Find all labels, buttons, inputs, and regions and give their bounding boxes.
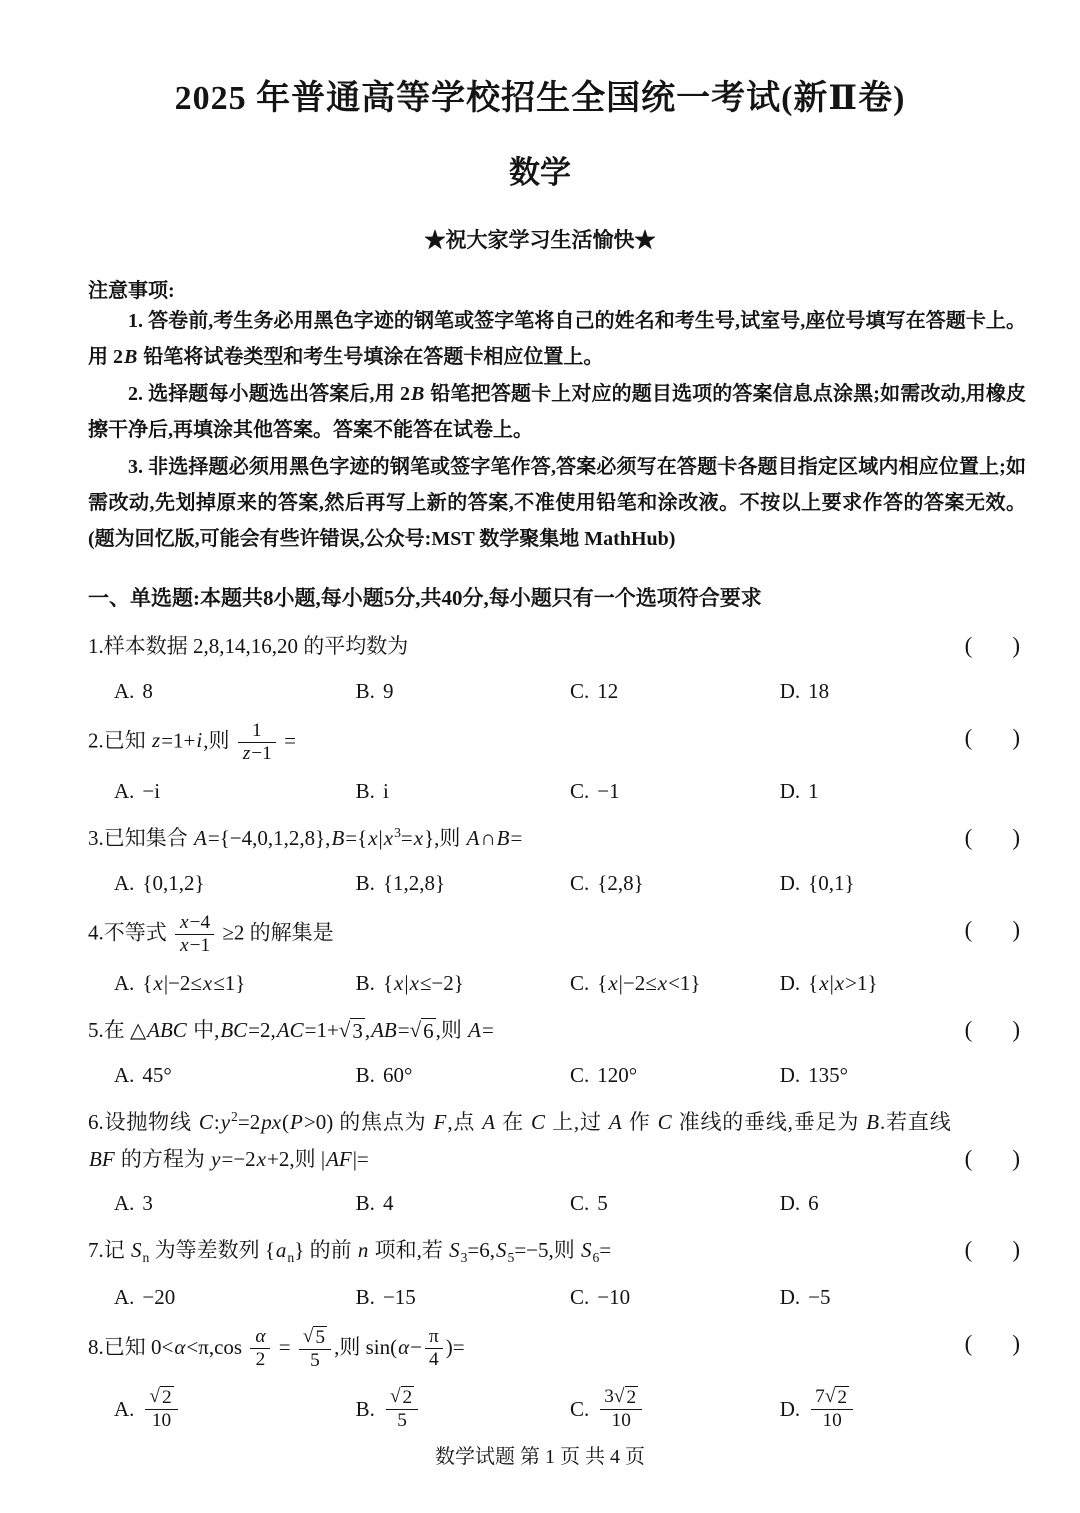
option-text: {0,1,2}	[142, 870, 205, 895]
option-letter: D.	[779, 1062, 801, 1087]
option-letter: D.	[779, 1396, 801, 1421]
option-letter: C.	[569, 1062, 590, 1087]
option-letter: D.	[779, 971, 801, 996]
question-options	[88, 963, 1026, 996]
bracket-right: )	[1012, 1237, 1020, 1263]
option-text: 9	[382, 678, 394, 703]
option	[570, 1285, 780, 1310]
question-stem: 3.已知集合 $A=\{-4,0,1,2,8\},B=\{x|x^3=x\}$,则 A∩B=	[88, 824, 523, 850]
option-letter: A.	[114, 1284, 135, 1309]
question-item	[88, 820, 1026, 896]
option-text: 135°	[808, 1062, 849, 1087]
option-text: √ 2 10	[142, 1386, 180, 1432]
option-text: i	[382, 778, 389, 803]
bracket-left: (	[964, 1145, 973, 1171]
option-text: 5	[597, 1191, 608, 1216]
bracket-left: (	[964, 724, 973, 750]
option-text: 6	[808, 1191, 819, 1216]
option-text: 3 √ 2 10	[597, 1386, 645, 1432]
option	[356, 779, 570, 804]
option	[780, 1191, 1026, 1216]
question-stem: 5.在 △ABC 中,BC=2,AC=1+ √ 3 ,AB= √ 6 ,则 A=	[88, 1018, 494, 1044]
question-options	[88, 671, 1026, 704]
option	[356, 1386, 570, 1432]
option-text: {x|−2≤x≤1}	[142, 971, 246, 996]
option	[114, 1386, 356, 1432]
answer-bracket	[965, 720, 1026, 757]
bracket-right: )	[1012, 824, 1020, 850]
question-stem-row	[88, 912, 1026, 957]
option-letter: A.	[114, 1396, 135, 1421]
option-text: {x|−2≤x<1}	[597, 971, 701, 996]
bracket-left: (	[964, 1017, 973, 1043]
bracket-right: )	[1012, 632, 1020, 658]
question-options	[88, 1378, 1026, 1432]
option	[780, 679, 1026, 704]
answer-bracket	[965, 628, 1026, 665]
option	[114, 779, 356, 804]
option-letter: B.	[355, 778, 375, 803]
bracket-right: )	[1012, 1145, 1020, 1171]
exam-content	[88, 274, 1026, 1432]
option	[780, 1386, 1026, 1432]
option-text: 120°	[597, 1062, 638, 1087]
answer-bracket	[965, 1141, 1026, 1178]
option-letter: B.	[355, 971, 375, 996]
option-letter: C.	[569, 778, 590, 803]
option	[356, 679, 570, 704]
exam-subject: 数学	[509, 155, 571, 190]
option-letter: D.	[779, 870, 801, 895]
bracket-left: (	[964, 916, 973, 942]
question-item	[88, 1104, 1026, 1217]
option-text: 60°	[382, 1062, 413, 1087]
option	[114, 971, 356, 996]
notice-item: 3. 非选择题必须用黑色字迹的钢笔或签字笔作答,答案必须写在答题卡各题目指定区域内相应位置上;如需改动,先划掉原来的答案,然后再写上新的答案,不准使用铅笔和涂改液。不按以上要求作答的答案无效。(题为回忆版,可能会有些许错误,公众号:MST 数学聚集地 MathHub)	[88, 455, 1026, 551]
option-letter: A.	[114, 778, 135, 803]
option	[570, 971, 780, 996]
question-stem: 2.已知 z=1+i,则 $\frac{1}{z-1}$ =	[88, 719, 296, 764]
question-item	[88, 1232, 1026, 1309]
question-item	[88, 1326, 1026, 1433]
question-stem-row	[88, 1012, 1026, 1049]
option-letter: B.	[355, 870, 375, 895]
option-letter: B.	[355, 678, 375, 703]
option	[114, 871, 356, 896]
bracket-left: (	[964, 632, 973, 658]
exam-title: 2025 年普通高等学校招生全国统一考试(新Ⅱ卷)	[174, 80, 906, 117]
option-text: {x|x≤−2}	[382, 971, 464, 996]
question-stem-row	[88, 1232, 1026, 1270]
question-item	[88, 628, 1026, 704]
question-list	[88, 628, 1026, 1433]
notice-list	[88, 303, 1026, 558]
bracket-right: )	[1012, 1330, 1020, 1356]
option-text: 7 √ 2 10	[808, 1386, 856, 1432]
option	[780, 971, 1026, 996]
question-stem-row	[88, 1104, 1026, 1178]
option-letter: C.	[569, 1396, 590, 1421]
option-text: {1,2,8}	[382, 870, 446, 895]
exam-motto: ★祝大家学习生活愉快★	[424, 228, 656, 252]
option-text: 12	[597, 678, 619, 703]
option	[570, 1063, 780, 1088]
question-stem-row	[88, 628, 1026, 665]
answer-bracket	[965, 820, 1026, 857]
option-text: {0,1}	[808, 870, 855, 895]
option-letter: D.	[779, 778, 801, 803]
option	[780, 871, 1026, 896]
option-text: −10	[597, 1284, 631, 1309]
question-stem: 4.不等式 $\frac{x-4}{x-1}$ ≥2 的解集是	[88, 911, 334, 956]
option-text: 4	[382, 1191, 394, 1216]
option-letter: B.	[355, 1284, 375, 1309]
option	[356, 1285, 570, 1310]
option-letter: C.	[569, 971, 590, 996]
option-letter: B.	[355, 1191, 375, 1216]
option	[570, 1386, 780, 1432]
option-text: 1	[808, 778, 819, 803]
option-letter: A.	[114, 1191, 135, 1216]
option-letter: D.	[779, 1284, 801, 1309]
option	[356, 871, 570, 896]
notice-item: 1. 答卷前,考生务必用黑色字迹的钢笔或签字笔将自己的姓名和考生号,试室号,座位号填写在答题卡上。用 2B 铅笔将试卷类型和考生号填涂在答题卡相应位置上。	[88, 310, 1026, 369]
question-stem: 1.样本数据 2,8,14,16,20 的平均数为	[88, 633, 409, 658]
option	[780, 1063, 1026, 1088]
option-text: −5	[808, 1284, 831, 1309]
question-options	[88, 1055, 1026, 1088]
option-text: 18	[808, 678, 830, 703]
option-text: 3	[142, 1191, 153, 1216]
question-options	[88, 863, 1026, 896]
option-text: {2,8}	[597, 870, 644, 895]
answer-bracket	[965, 1326, 1026, 1363]
exam-header	[0, 0, 1080, 254]
option-letter: C.	[569, 1284, 590, 1309]
option-letter: A.	[114, 1062, 135, 1087]
question-options	[88, 771, 1026, 804]
question-stem-row	[88, 720, 1026, 765]
notice-item: 2. 选择题每小题选出答案后,用 2B 铅笔把答题卡上对应的题目选项的答案信息点涂黑;如需改动,用橡皮擦干净后,再填涂其他答案。答案不能答在试卷上。	[88, 382, 1026, 442]
question-item	[88, 720, 1026, 804]
question-item	[88, 912, 1026, 996]
option	[780, 1285, 1026, 1310]
option	[356, 1191, 570, 1216]
option-letter: A.	[114, 971, 135, 996]
option-text: 45°	[142, 1062, 172, 1087]
option-letter: C.	[569, 1191, 590, 1216]
answer-bracket	[965, 912, 1026, 949]
option-text: −1	[597, 778, 620, 803]
bracket-right: )	[1012, 1017, 1020, 1043]
option-letter: C.	[569, 870, 590, 895]
option	[570, 779, 780, 804]
bracket-left: (	[964, 1330, 973, 1356]
option-letter: A.	[114, 870, 135, 895]
question-stem-row	[88, 820, 1026, 857]
question-stem: 7.记 $S_n$ 为等差数列 $\{a_n\}$ 的前 n 项和,若 $S_3=6,S_5=-5$,则 $S_6=$	[88, 1238, 612, 1266]
option-text: 8	[142, 678, 153, 703]
question-options	[88, 1183, 1026, 1216]
option-text: −15	[382, 1284, 416, 1309]
option	[114, 679, 356, 704]
section-heading: 一、单选题:本题共8小题,每小题5分,共40分,每小题只有一个选项符合要求	[88, 585, 762, 610]
option	[570, 1191, 780, 1216]
option-text: {x|x>1}	[808, 971, 878, 996]
option-letter: D.	[779, 678, 801, 703]
bracket-right: )	[1012, 916, 1020, 942]
question-stem-row	[88, 1326, 1026, 1372]
option-letter: B.	[355, 1062, 375, 1087]
option-text: −i	[142, 778, 161, 803]
option	[114, 1063, 356, 1088]
bracket-left: (	[964, 1237, 973, 1263]
question-stem: 8.已知 0<α<π,cos $\frac{\alpha}{2}$ = √ 5 5 ,则 sin(α− $\frac{\pi}{4}$ )=	[88, 1325, 465, 1371]
option	[780, 779, 1026, 804]
question-stem: 6.设抛物线 $C:y^2=2px(P>0)$ 的焦点为 F,点 A 在 C 上,过 A 作 C 准线的垂线,垂足为 B.若直线 BF 的方程为 y=−2x+2,则 |AF|=	[88, 1108, 951, 1171]
option-text: √ 2 5	[383, 1386, 421, 1432]
option	[356, 971, 570, 996]
option-letter: B.	[355, 1396, 375, 1421]
answer-bracket	[965, 1012, 1026, 1049]
option	[570, 679, 780, 704]
option-text: −20	[142, 1284, 176, 1309]
question-item	[88, 1012, 1026, 1088]
bracket-left: (	[964, 824, 973, 850]
option	[114, 1285, 356, 1310]
option	[570, 871, 780, 896]
bracket-right: )	[1012, 724, 1020, 750]
question-options	[88, 1277, 1026, 1310]
answer-bracket	[965, 1232, 1026, 1269]
option	[114, 1191, 356, 1216]
option-letter: A.	[114, 678, 135, 703]
option	[356, 1063, 570, 1088]
option-letter: C.	[569, 678, 590, 703]
option-letter: D.	[779, 1191, 801, 1216]
page-footer: 数学试题 第 1 页 共 4 页	[435, 1446, 645, 1468]
notice-heading: 注意事项:	[88, 280, 175, 302]
